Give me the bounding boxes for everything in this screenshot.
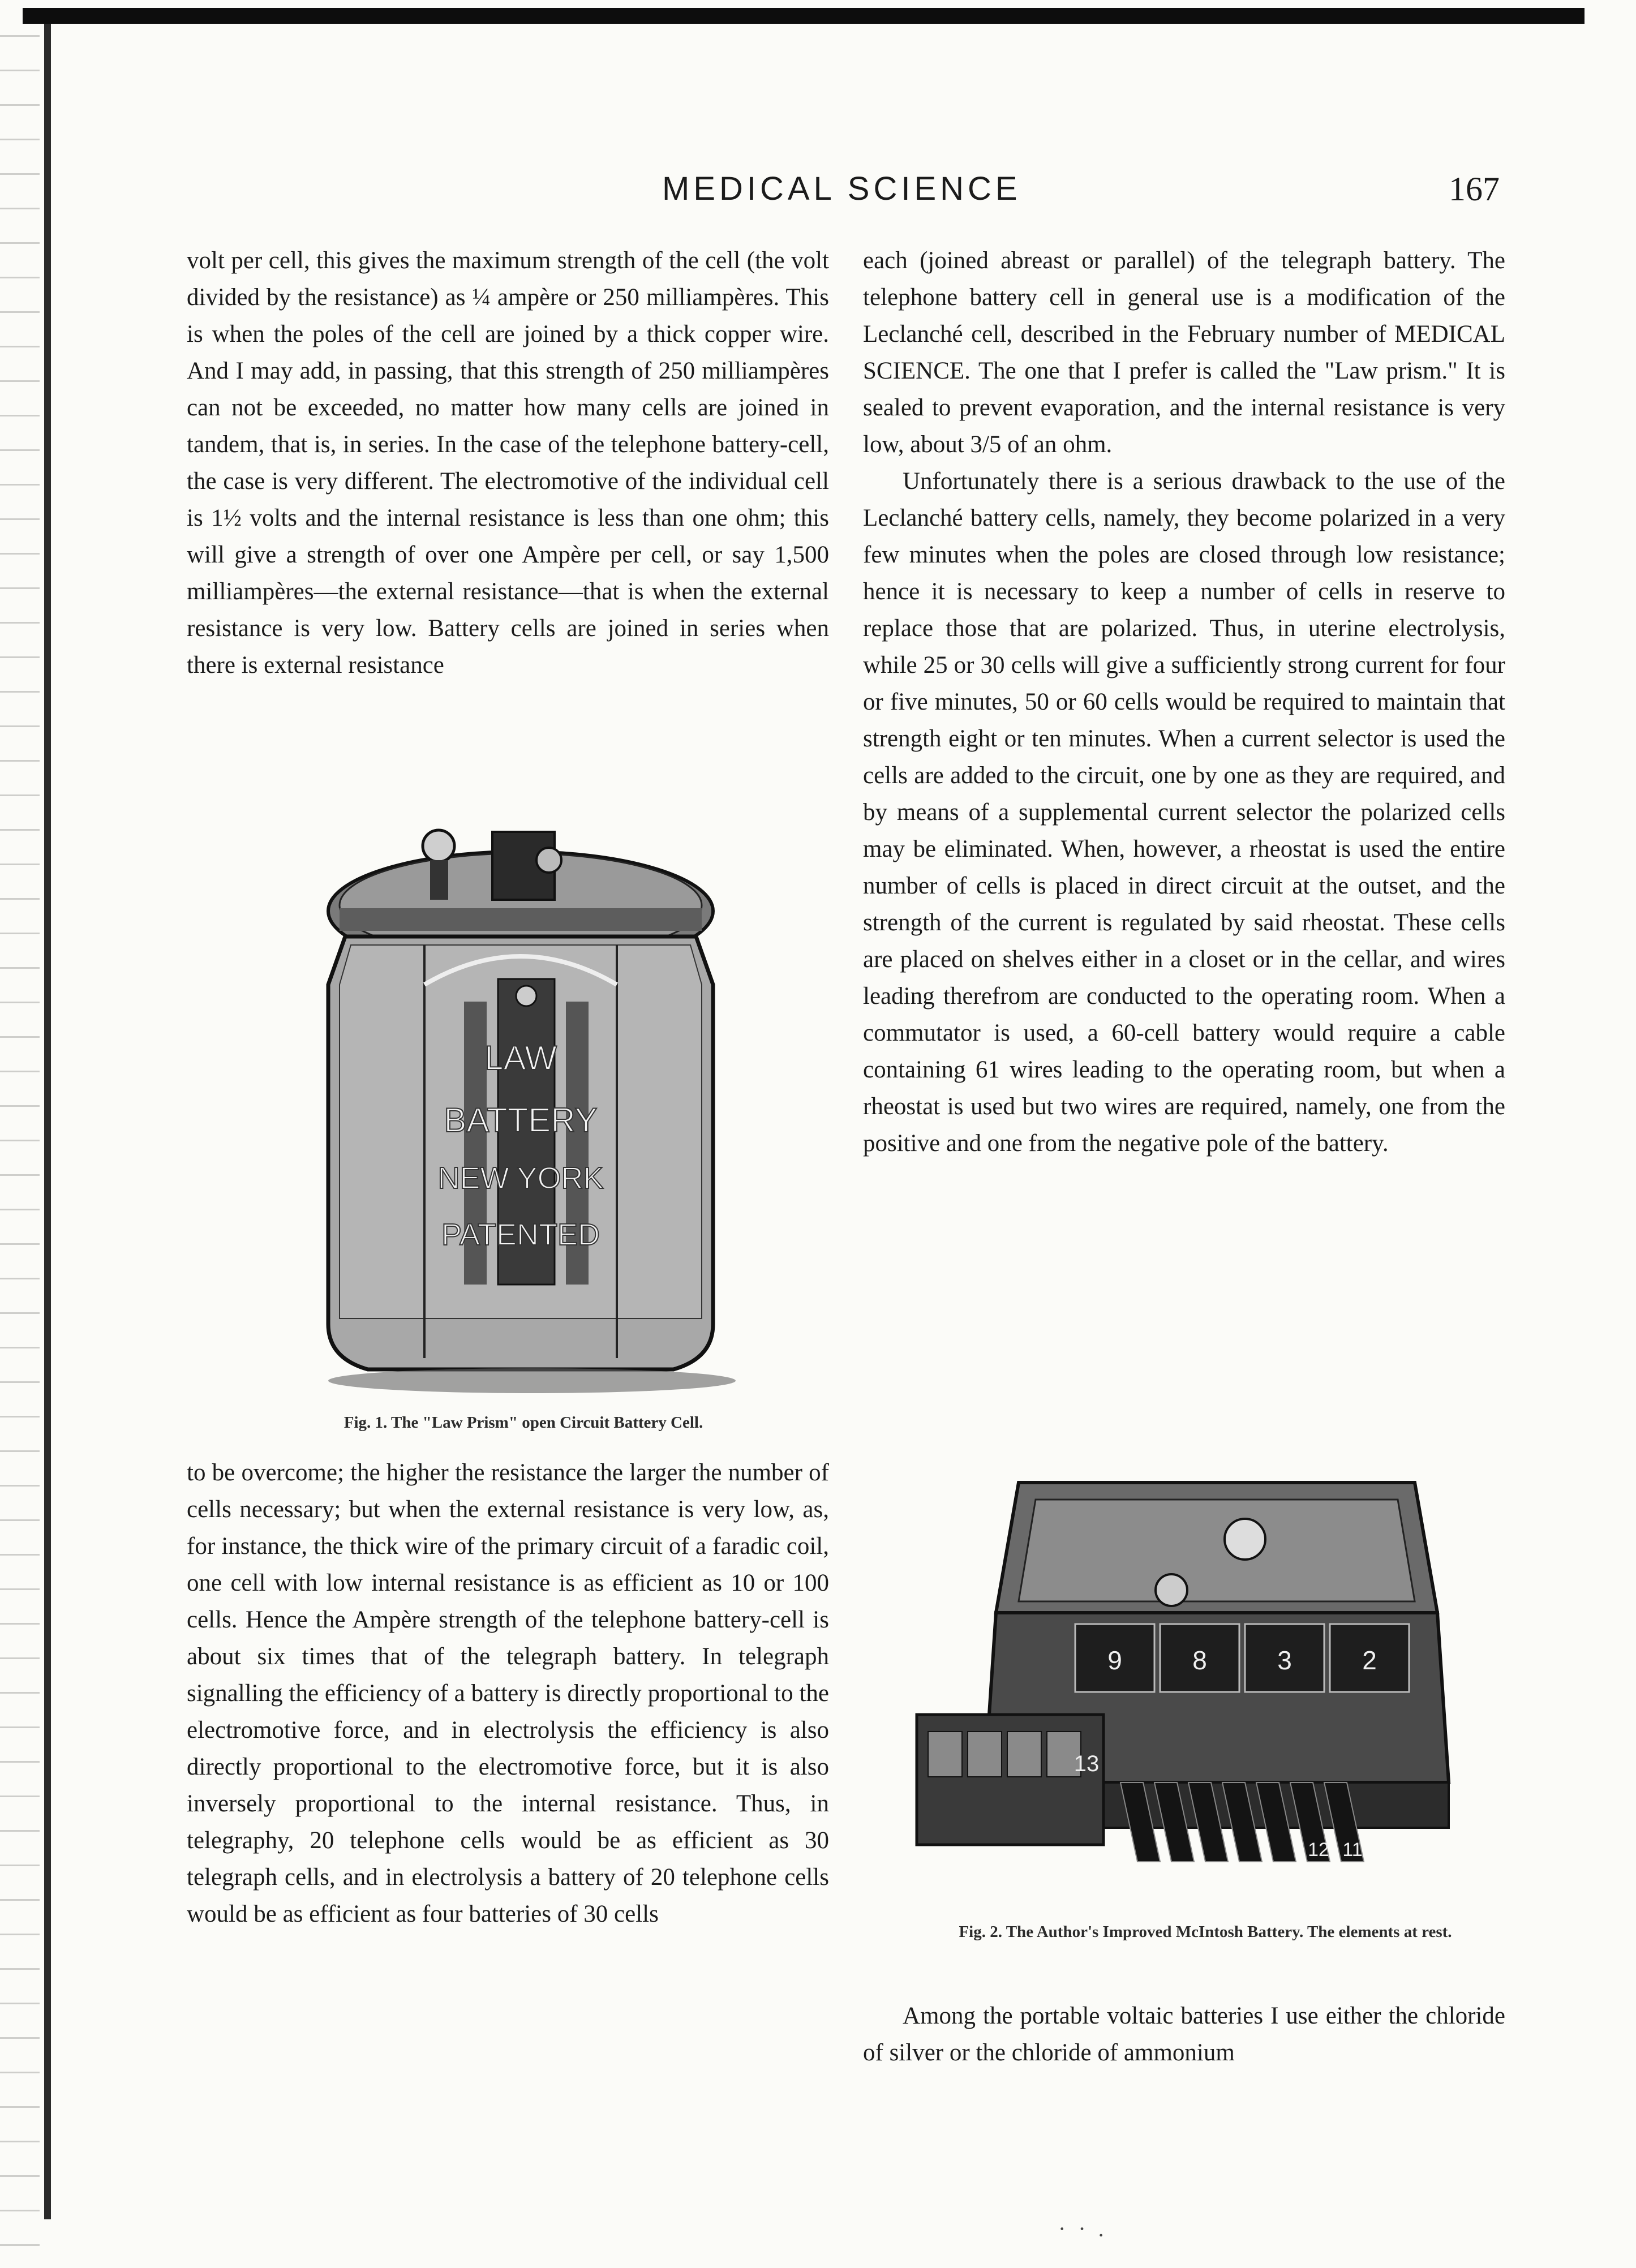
running-header: MEDICAL SCIENCE [662,170,1021,207]
right-column-bottom [863,1998,1505,2071]
cell-number: 11 [1342,1839,1363,1861]
paragraph: volt per cell, this gives the maximum strength of the cell (the volt divided by the resistance) as ¼ ampère or 250 milliampères. This is when the poles of the cell are joined by a thick copper wire. And I may add, in passing, that this strength of 250 milliampères can not be exceeded, no matter how many cells are joined in tandem, that is, in series. In the case of the telephone battery-cell, the case is very different. The electromotive of the individual cell is 1½ volts and the internal resistance is less than one ohm; this will give a strength of over one Ampère per cell, or say 1,500 milliampères—the external resistance—that is when the external resistance is very low. Battery cells are joined in series when there is external resistance [187,247,829,678]
cell-number: 9 [1107,1646,1122,1675]
paragraph: Among the portable voltaic batteries I use either the chloride of silver or the chloride of ammonium [863,2003,1505,2066]
jar-lettering-3: NEW YORK [437,1161,604,1195]
paragraph: each (joined abreast or parallel) of the telegraph battery. The telephone battery cell in general use is a modification of the Leclanché cell, described in the February number of MEDICAL SCIENCE. The one that I prefer is called the "Law prism." It is sealed to prevent evaporation, and the internal resistance is very low, about 3/5 of an ohm. [863,247,1505,458]
footer-marks: · · . [1058,2216,1107,2241]
cell-number: 3 [1277,1646,1292,1675]
top-rule [23,8,1585,24]
jar-lettering-2: BATTERY [444,1101,598,1139]
page-number: 167 [1449,170,1500,208]
cell-number: 13 [1074,1751,1100,1776]
jar-lettering-4: PATENTED [441,1218,600,1252]
figure-1-caption: Fig. 1. The "Law Prism" open Circuit Battery Cell. [343,1414,703,1432]
paragraph: to be overcome; the higher the resistance the larger the number of cells necessary; but when the external resistance is very low, as, for instance, the thick wire of the primary circuit of a faradic coil, one cell with low internal resistance is as efficient as 10 or 100 cells. Hence the Ampère strength of the telephone battery-cell is about six times that of the telegraph battery. In telegraph signalling the efficiency of a battery is directly proportional to the electromotive force, and in electrolysis the efficiency is also directly proportional to the electromotive force, but it is also inversely proportional to the internal resistance. Thus, in telegraphy, 20 telephone cells would be as efficient as 30 telegraph cells, and in electrolysis a battery of 20 telephone cells would be as efficient as four batteries of 30 cells [187,1459,829,1927]
paragraph: Unfortunately there is a serious drawback to the use of the Leclanché battery cells, namely, they become polarized in a very few minutes when the poles are closed through low resistance; hence it is necessary to keep a number of cells in reserve to replace those that are polarized. Thus, in uterine electrolysis, while 25 or 30 cells will give a sufficiently strong current for four or five minutes, 50 or 60 cells would be required to maintain that strength eight or ten minutes. When a current selector is used the cells are added to the circuit, one by one as they are required, and by means of a supplemental current selector the polarized cells may be eliminated. When, however, a rheostat is used the entire number of cells is placed in direct circuit at the outset, and the strength of the current is regulated by said rheostat. These cells are placed on shelves either in a closet or in the cellar, and wires leading therefrom are conducted to the operating room. When a commutator is used, a 60-cell battery would require a cable containing 61 wires leading to the operating room, but when a rheostat is used but two wires are required, namely, one from the positive and one from the negative pole of the battery. [863,468,1505,1157]
figure-1-battery-cell [294,815,753,1403]
figure-2-caption: Fig. 2. The Author's Improved McIntosh Battery. The elements at rest. [959,1923,1452,1941]
left-column-top [187,242,829,684]
cell-number: 12 [1308,1839,1329,1861]
figure-2-mcintosh-battery [905,1466,1471,1884]
binding-edge [44,24,51,2219]
scan-edge [0,23,40,2252]
right-column-top [863,242,1505,1162]
left-column-bottom [187,1454,829,1932]
cell-number: 2 [1362,1646,1377,1675]
jar-lettering-1: LAW [484,1039,557,1077]
cell-number: 8 [1192,1646,1207,1675]
